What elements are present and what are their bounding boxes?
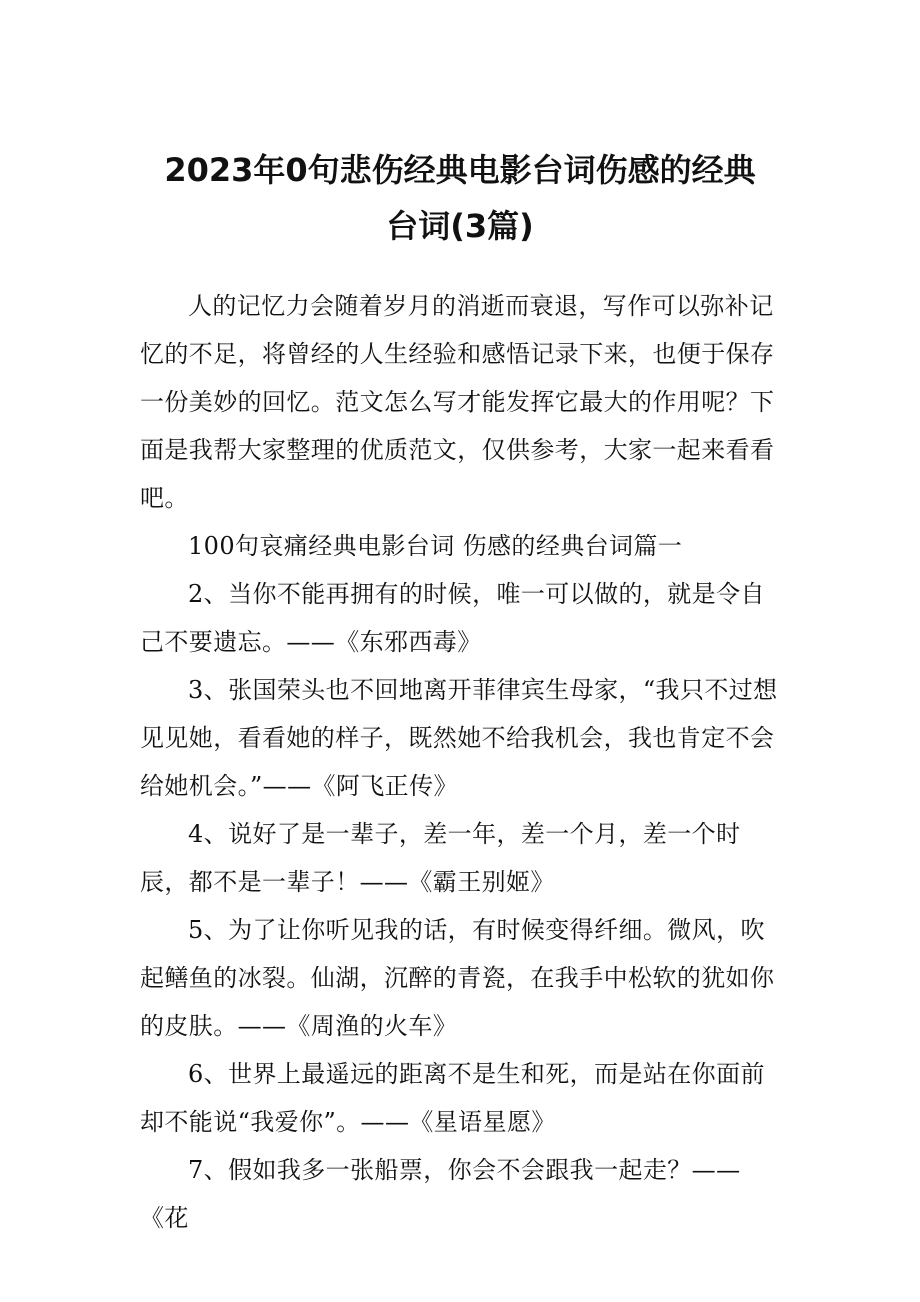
section-heading: 100句哀痛经典电影台词 伤感的经典台词篇一 (188, 532, 683, 560)
quote-item: 2、当你不能再拥有的时候，唯一可以做的，就是令自己不要遗忘。——《东邪西毒》 (140, 580, 765, 656)
quote-item: 5、为了让你听见我的话，有时候变得纤细。微风，吹起鳝鱼的冰裂。仙湖，沉醉的青瓷，在我手中松软的犹如你的皮肤。——《周渔的火车》 (140, 916, 775, 1040)
intro-paragraph: 人的记忆力会随着岁月的消逝而衰退，写作可以弥补记忆的不足，将曾经的人生经验和感悟记录下来，也便于保存一份美妙的回忆。范文怎么写才能发挥它最大的作用呢？下面是我帮大家整理的优质范文，仅供参考，大家一起来看看吧。 (140, 292, 775, 512)
document-body (140, 282, 782, 1242)
quote-item: 7、假如我多一张船票，你会不会跟我一起走？——《花 (140, 1156, 741, 1232)
title-line-1: 2023年0句悲伤经典电影台词伤感的经典 (164, 151, 756, 189)
quote-item: 3、张国荣头也不回地离开菲律宾生母家，“我只不过想见见她，看看她的样子，既然她不给我机会，我也肯定不会给她机会。”——《阿飞正传》 (140, 676, 778, 800)
document-title (140, 142, 780, 254)
title-line-2: 台词(3篇) (386, 207, 534, 245)
quote-item: 6、世界上最遥远的距离不是生和死，而是站在你面前却不能说“我爱你”。——《星语星愿》 (140, 1060, 765, 1136)
quote-item: 4、说好了是一辈子，差一年，差一个月，差一个时辰，都不是一辈子！——《霸王别姬》 (140, 820, 741, 896)
